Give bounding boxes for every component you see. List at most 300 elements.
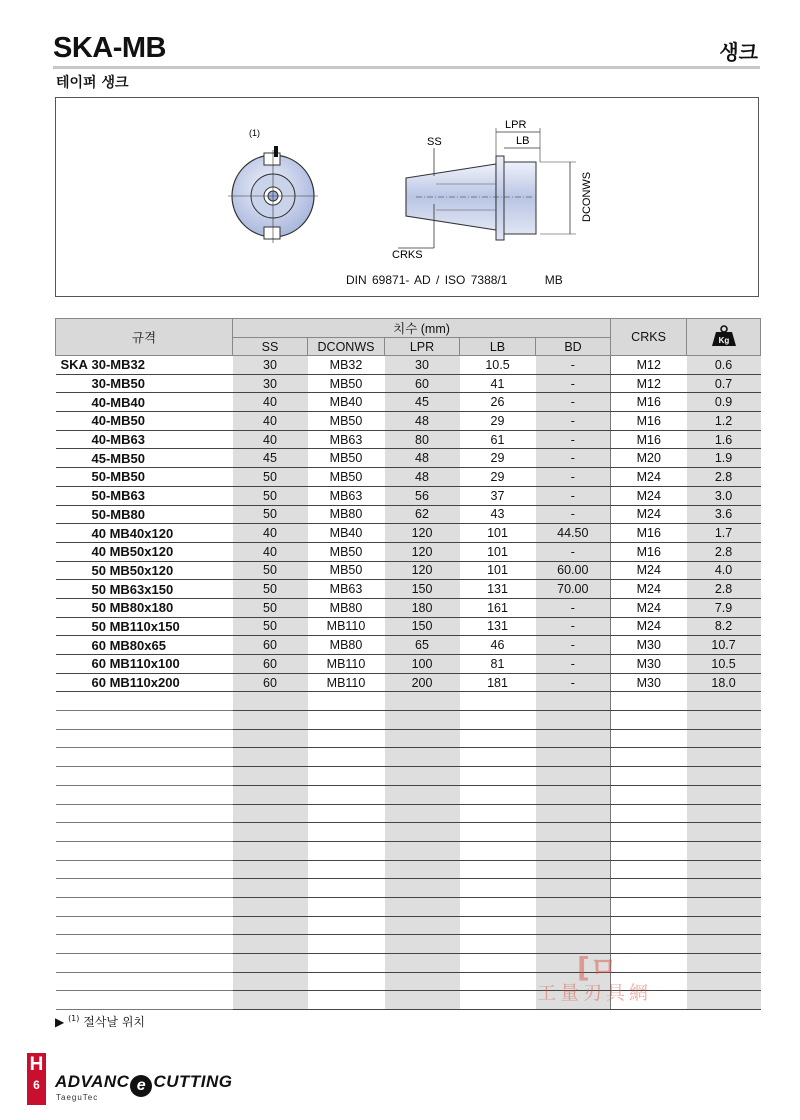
blank-cell xyxy=(611,785,687,804)
blank-cell xyxy=(536,841,611,860)
spec-table xyxy=(55,318,761,1010)
cell-ss: 50 xyxy=(233,486,308,505)
blank-cell xyxy=(308,767,385,786)
cell-crks: M30 xyxy=(611,636,687,655)
blank-row xyxy=(56,711,761,730)
blank-cell xyxy=(611,823,687,842)
cell-dconws: MB110 xyxy=(308,617,385,636)
table-row xyxy=(56,580,761,599)
cell-lpr: 100 xyxy=(385,655,460,674)
blank-cell xyxy=(56,972,233,991)
cell-bd: - xyxy=(536,468,611,487)
blank-cell xyxy=(308,935,385,954)
blank-cell xyxy=(56,935,233,954)
blank-cell xyxy=(687,954,761,973)
cell-dconws: MB110 xyxy=(308,673,385,692)
col-dims: 치수 (mm) xyxy=(233,319,611,338)
table-row xyxy=(56,430,761,449)
blank-cell xyxy=(385,954,460,973)
blank-cell xyxy=(56,711,233,730)
cell-bd: - xyxy=(536,486,611,505)
blank-cell xyxy=(687,860,761,879)
blank-cell xyxy=(536,767,611,786)
blank-cell xyxy=(56,804,233,823)
cell-dconws: MB80 xyxy=(308,636,385,655)
cell-lpr: 45 xyxy=(385,393,460,412)
blank-cell xyxy=(611,711,687,730)
blank-cell xyxy=(308,785,385,804)
blank-cell xyxy=(687,916,761,935)
blank-cell xyxy=(56,729,233,748)
blank-cell xyxy=(308,729,385,748)
cell-crks: M30 xyxy=(611,673,687,692)
blank-cell xyxy=(385,804,460,823)
footnote xyxy=(55,1013,145,1030)
cell-crks: M24 xyxy=(611,598,687,617)
cell-dconws: MB50 xyxy=(308,449,385,468)
table-row xyxy=(56,449,761,468)
blank-cell xyxy=(308,954,385,973)
cell-lpr: 120 xyxy=(385,542,460,561)
blank-cell xyxy=(460,879,536,898)
blank-cell xyxy=(460,823,536,842)
cell-crks: M16 xyxy=(611,542,687,561)
cell-dconws: MB32 xyxy=(308,356,385,375)
cell-dconws: MB50 xyxy=(308,561,385,580)
blank-cell xyxy=(536,860,611,879)
blank-cell xyxy=(233,748,308,767)
blank-cell xyxy=(687,729,761,748)
cell-ss: 40 xyxy=(233,524,308,543)
table-row xyxy=(56,505,761,524)
page-title: SKA-MB xyxy=(53,32,166,64)
cell-ss: 50 xyxy=(233,598,308,617)
cell-kg: 8.2 xyxy=(687,617,761,636)
blank-cell xyxy=(460,935,536,954)
model-code: 60 MB110x200 xyxy=(91,675,180,691)
cell-ss: 40 xyxy=(233,430,308,449)
cell-bd: - xyxy=(536,374,611,393)
cell-lb: 61 xyxy=(460,430,536,449)
cell-lb: 81 xyxy=(460,655,536,674)
blank-cell xyxy=(385,767,460,786)
table-row xyxy=(56,393,761,412)
model-name xyxy=(56,374,233,393)
blank-cell xyxy=(233,785,308,804)
blank-cell xyxy=(687,991,761,1010)
cell-lb: 29 xyxy=(460,412,536,431)
model-name xyxy=(56,561,233,580)
model-name xyxy=(56,598,233,617)
blank-cell xyxy=(460,916,536,935)
cell-crks: M24 xyxy=(611,617,687,636)
blank-cell xyxy=(385,785,460,804)
footnote-text: 절삭날 위치 xyxy=(83,1015,146,1029)
cell-crks: M16 xyxy=(611,393,687,412)
blank-cell xyxy=(385,748,460,767)
blank-row xyxy=(56,748,761,767)
cell-crks: M30 xyxy=(611,655,687,674)
blank-cell xyxy=(460,991,536,1010)
blank-row xyxy=(56,804,761,823)
model-code: 40-MB50 xyxy=(91,413,145,429)
cell-ss: 50 xyxy=(233,561,308,580)
blank-cell xyxy=(460,804,536,823)
cell-lb: 101 xyxy=(460,524,536,543)
blank-cell xyxy=(536,785,611,804)
blank-cell xyxy=(56,879,233,898)
blank-cell xyxy=(56,897,233,916)
cell-kg: 1.9 xyxy=(687,449,761,468)
cell-ss: 60 xyxy=(233,655,308,674)
model-code: 50 MB110x150 xyxy=(91,618,180,634)
footnote-marker: ▶ xyxy=(55,1015,65,1029)
blank-cell xyxy=(611,897,687,916)
blank-cell xyxy=(308,841,385,860)
category-label: 생크 xyxy=(719,40,758,64)
blank-cell xyxy=(56,692,233,711)
drawing-svg xyxy=(56,98,760,298)
standard-text: DIN 69871- AD / ISO 7388/1 xyxy=(346,273,508,287)
blank-cell xyxy=(385,991,460,1010)
blank-cell xyxy=(385,897,460,916)
model-name xyxy=(56,449,233,468)
cell-kg: 1.6 xyxy=(687,430,761,449)
blank-cell xyxy=(611,692,687,711)
standard-suffix: MB xyxy=(544,273,563,287)
cell-lb: 181 xyxy=(460,673,536,692)
cell-lb: 37 xyxy=(460,486,536,505)
model-name xyxy=(56,486,233,505)
cell-crks: M16 xyxy=(611,524,687,543)
blank-cell xyxy=(611,804,687,823)
cell-kg: 18.0 xyxy=(687,673,761,692)
blank-cell xyxy=(308,711,385,730)
blank-cell xyxy=(233,711,308,730)
cell-lb: 101 xyxy=(460,542,536,561)
section-tab xyxy=(27,1053,46,1105)
model-name xyxy=(56,356,233,375)
model-code: 50-MB50 xyxy=(91,469,145,485)
blank-row xyxy=(56,823,761,842)
table-row xyxy=(56,561,761,580)
cell-lpr: 80 xyxy=(385,430,460,449)
brand-logo: ADVANC e CUTTING xyxy=(55,1072,233,1097)
blank-row xyxy=(56,692,761,711)
blank-cell xyxy=(56,954,233,973)
blank-cell xyxy=(687,804,761,823)
svg-text:Kg: Kg xyxy=(718,335,729,345)
model-name xyxy=(56,412,233,431)
cell-lpr: 150 xyxy=(385,617,460,636)
blank-cell xyxy=(308,897,385,916)
blank-cell xyxy=(611,879,687,898)
blank-cell xyxy=(233,729,308,748)
blank-cell xyxy=(385,692,460,711)
col-spec: 규격 xyxy=(56,319,233,356)
note-label: (1) xyxy=(249,128,260,138)
cell-dconws: MB80 xyxy=(308,598,385,617)
model-code: 50-MB63 xyxy=(91,488,145,504)
model-code: 50-MB80 xyxy=(91,506,145,522)
table-row xyxy=(56,598,761,617)
model-name xyxy=(56,524,233,543)
cell-ss: 50 xyxy=(233,617,308,636)
table-row xyxy=(56,412,761,431)
cell-crks: M16 xyxy=(611,430,687,449)
col-dconws: DCONWS xyxy=(308,338,385,356)
cell-lpr: 48 xyxy=(385,449,460,468)
blank-row xyxy=(56,785,761,804)
cell-dconws: MB40 xyxy=(308,524,385,543)
cell-lb: 131 xyxy=(460,617,536,636)
blank-cell xyxy=(611,767,687,786)
blank-cell xyxy=(536,748,611,767)
blank-cell xyxy=(536,692,611,711)
blank-cell xyxy=(536,729,611,748)
blank-cell xyxy=(611,916,687,935)
cell-crks: M24 xyxy=(611,561,687,580)
cell-dconws: MB50 xyxy=(308,374,385,393)
title-rule xyxy=(53,66,760,69)
model-code: 60 MB110x100 xyxy=(91,656,180,672)
section-letter: H xyxy=(29,1054,44,1075)
cell-lpr: 62 xyxy=(385,505,460,524)
cell-kg: 7.9 xyxy=(687,598,761,617)
table-row xyxy=(56,356,761,375)
weight-icon xyxy=(711,325,737,347)
cell-lpr: 65 xyxy=(385,636,460,655)
blank-cell xyxy=(308,916,385,935)
spec-table-body xyxy=(56,356,761,1010)
table-row xyxy=(56,655,761,674)
blank-cell xyxy=(56,748,233,767)
blank-cell xyxy=(385,935,460,954)
blank-cell xyxy=(308,879,385,898)
blank-cell xyxy=(385,972,460,991)
blank-cell xyxy=(56,841,233,860)
cell-ss: 30 xyxy=(233,374,308,393)
blank-row xyxy=(56,729,761,748)
blank-cell xyxy=(687,823,761,842)
blank-cell xyxy=(460,692,536,711)
model-code: 50 MB50x120 xyxy=(91,562,174,578)
blank-cell xyxy=(536,711,611,730)
col-crks: CRKS xyxy=(611,319,687,356)
blank-cell xyxy=(233,860,308,879)
blank-cell xyxy=(536,804,611,823)
cell-dconws: MB50 xyxy=(308,468,385,487)
cell-kg: 0.6 xyxy=(687,356,761,375)
cell-ss: 60 xyxy=(233,636,308,655)
model-name xyxy=(56,673,233,692)
blank-row xyxy=(56,916,761,935)
page-number: 6 xyxy=(33,1078,40,1092)
cell-lpr: 60 xyxy=(385,374,460,393)
blank-cell xyxy=(233,916,308,935)
cell-crks: M16 xyxy=(611,412,687,431)
blank-cell xyxy=(460,841,536,860)
cell-lpr: 56 xyxy=(385,486,460,505)
cell-dconws: MB50 xyxy=(308,542,385,561)
blank-cell xyxy=(687,879,761,898)
blank-cell xyxy=(536,897,611,916)
model-code: 50 MB63x150 xyxy=(91,581,174,597)
cell-crks: M24 xyxy=(611,468,687,487)
cell-bd: - xyxy=(536,430,611,449)
cell-dconws: MB63 xyxy=(308,430,385,449)
cell-kg: 10.5 xyxy=(687,655,761,674)
blank-cell xyxy=(233,972,308,991)
cell-lb: 43 xyxy=(460,505,536,524)
model-code: 40 MB50x120 xyxy=(91,544,174,560)
cell-kg: 2.8 xyxy=(687,468,761,487)
blank-cell xyxy=(460,711,536,730)
cell-crks: M24 xyxy=(611,580,687,599)
cell-lb: 29 xyxy=(460,449,536,468)
cell-kg: 1.7 xyxy=(687,524,761,543)
model-code: 50 MB80x180 xyxy=(91,600,174,616)
model-code: 45-MB50 xyxy=(91,450,145,466)
blank-cell xyxy=(687,785,761,804)
cell-lpr: 120 xyxy=(385,524,460,543)
cell-lpr: 200 xyxy=(385,673,460,692)
cell-ss: 40 xyxy=(233,412,308,431)
cell-bd: - xyxy=(536,356,611,375)
cell-lb: 46 xyxy=(460,636,536,655)
cell-crks: M24 xyxy=(611,505,687,524)
blank-cell xyxy=(385,729,460,748)
cell-lb: 161 xyxy=(460,598,536,617)
cell-kg: 2.8 xyxy=(687,580,761,599)
blank-row xyxy=(56,897,761,916)
cell-bd: - xyxy=(536,598,611,617)
blank-cell xyxy=(308,991,385,1010)
blank-cell xyxy=(687,692,761,711)
cell-ss: 50 xyxy=(233,505,308,524)
cell-bd: - xyxy=(536,542,611,561)
blank-cell xyxy=(536,879,611,898)
cell-bd: - xyxy=(536,617,611,636)
table-row xyxy=(56,673,761,692)
blank-cell xyxy=(308,823,385,842)
blank-cell xyxy=(56,823,233,842)
cell-bd: - xyxy=(536,636,611,655)
blank-row xyxy=(56,841,761,860)
blank-cell xyxy=(308,860,385,879)
model-name xyxy=(56,393,233,412)
cell-lb: 10.5 xyxy=(460,356,536,375)
technical-drawing xyxy=(55,97,759,297)
blank-cell xyxy=(385,860,460,879)
blank-cell xyxy=(460,729,536,748)
model-prefix: SKA xyxy=(60,357,88,373)
lpr-label: LPR xyxy=(505,119,527,131)
blank-cell xyxy=(611,729,687,748)
blank-cell xyxy=(308,972,385,991)
model-name xyxy=(56,542,233,561)
blank-cell xyxy=(687,972,761,991)
footnote-sup: (1) xyxy=(68,1014,80,1023)
cell-bd: - xyxy=(536,412,611,431)
ss-label: SS xyxy=(427,136,442,148)
cell-lpr: 150 xyxy=(385,580,460,599)
cell-bd: - xyxy=(536,505,611,524)
blank-cell xyxy=(687,711,761,730)
blank-cell xyxy=(460,897,536,916)
cell-crks: M12 xyxy=(611,374,687,393)
col-ss: SS xyxy=(233,338,308,356)
blank-cell xyxy=(56,916,233,935)
cell-kg: 0.9 xyxy=(687,393,761,412)
cell-bd: - xyxy=(536,655,611,674)
cell-dconws: MB110 xyxy=(308,655,385,674)
cell-lpr: 30 xyxy=(385,356,460,375)
model-name xyxy=(56,617,233,636)
table-row xyxy=(56,468,761,487)
cell-lb: 26 xyxy=(460,393,536,412)
cell-kg: 4.0 xyxy=(687,561,761,580)
cell-bd: - xyxy=(536,673,611,692)
cell-lb: 41 xyxy=(460,374,536,393)
dconws-label: DCONWS xyxy=(581,171,593,222)
blank-cell xyxy=(233,954,308,973)
cell-bd: 60.00 xyxy=(536,561,611,580)
model-code: 30-MB32 xyxy=(91,357,145,373)
table-row xyxy=(56,524,761,543)
cell-dconws: MB50 xyxy=(308,412,385,431)
blank-cell xyxy=(536,916,611,935)
col-lb: LB xyxy=(460,338,536,356)
blank-cell xyxy=(460,954,536,973)
blank-cell xyxy=(233,767,308,786)
blank-cell xyxy=(233,991,308,1010)
cell-lpr: 48 xyxy=(385,412,460,431)
blank-cell xyxy=(385,879,460,898)
blank-cell xyxy=(460,785,536,804)
table-row xyxy=(56,374,761,393)
blank-cell xyxy=(385,916,460,935)
blank-cell xyxy=(233,692,308,711)
blank-cell xyxy=(385,841,460,860)
table-row xyxy=(56,617,761,636)
col-lpr: LPR xyxy=(385,338,460,356)
model-code: 40-MB40 xyxy=(91,394,145,410)
lb-label: LB xyxy=(516,135,530,147)
cell-kg: 0.7 xyxy=(687,374,761,393)
model-name xyxy=(56,580,233,599)
blank-cell xyxy=(233,841,308,860)
cell-ss: 40 xyxy=(233,393,308,412)
model-name xyxy=(56,636,233,655)
cell-lb: 101 xyxy=(460,561,536,580)
cell-lpr: 180 xyxy=(385,598,460,617)
cell-crks: M24 xyxy=(611,486,687,505)
blank-cell xyxy=(385,711,460,730)
cell-crks: M12 xyxy=(611,356,687,375)
blank-cell xyxy=(385,823,460,842)
table-row xyxy=(56,636,761,655)
blank-cell xyxy=(611,841,687,860)
blank-row xyxy=(56,879,761,898)
blank-cell xyxy=(308,804,385,823)
cell-kg: 1.2 xyxy=(687,412,761,431)
col-weight xyxy=(687,319,761,356)
cell-dconws: MB63 xyxy=(308,486,385,505)
blank-row xyxy=(56,860,761,879)
blank-cell xyxy=(233,879,308,898)
cell-dconws: MB63 xyxy=(308,580,385,599)
